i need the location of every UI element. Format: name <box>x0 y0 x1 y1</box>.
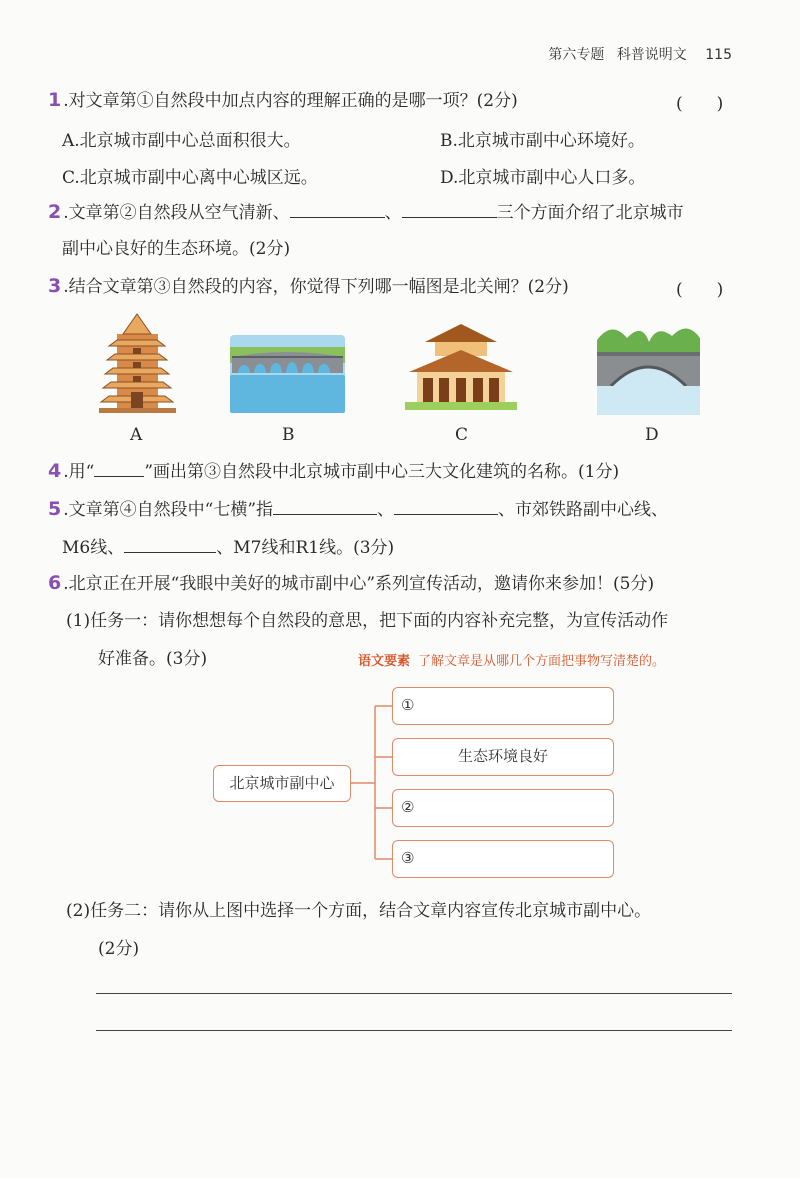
answer-blank[interactable] <box>394 498 498 515</box>
pagoda-icon[interactable] <box>95 312 180 416</box>
question-text: M6线、 <box>62 538 125 558</box>
question-number: 6 <box>48 572 62 594</box>
task1-line1: (1)任务一：请你想想每个自然段的意思，把下面的内容补充完整，为宣传活动作 <box>66 611 669 631</box>
option-c[interactable]: C.北京城市副中心离中心城区远。 <box>62 168 318 188</box>
image-label-c: C <box>455 425 469 445</box>
question-text: .文章第②自然段从空气清新、 <box>63 203 290 223</box>
image-label-b: B <box>282 425 295 445</box>
answer-paren[interactable]: ( ) <box>676 94 724 114</box>
image-label-a: A <box>130 425 143 445</box>
mindmap-connectors <box>350 700 400 865</box>
option-b[interactable]: B.北京城市副中心环境好。 <box>440 131 645 151</box>
question-text: .对文章第①自然段中加点内容的理解正确的是哪一项？(2分) <box>63 91 518 111</box>
question-2 <box>48 201 684 224</box>
question-3 <box>48 275 569 298</box>
bridge-icon[interactable] <box>230 335 345 413</box>
question-text: 、 <box>384 203 402 223</box>
writing-line[interactable] <box>96 993 732 994</box>
language-tip <box>358 650 665 669</box>
tip-tag: 语文要素 <box>358 654 411 669</box>
underline-sample <box>94 460 144 477</box>
question-text: 三个方面介绍了北京城市 <box>496 203 684 223</box>
task2-line2: (2分) <box>98 939 140 959</box>
palace-icon[interactable] <box>405 322 517 412</box>
question-5 <box>48 498 668 521</box>
question-2-line2: 副中心良好的生态环境。(2分) <box>62 239 291 259</box>
answer-blank[interactable] <box>124 536 216 553</box>
task2-line1: (2)任务二：请你从上图中选择一个方面，结合文章内容宣传北京城市副中心。 <box>66 901 652 921</box>
answer-blank[interactable] <box>273 498 377 515</box>
question-number: 3 <box>48 275 62 297</box>
mindmap-root: 北京城市副中心 <box>213 765 351 802</box>
question-number: 2 <box>48 201 62 223</box>
option-d[interactable]: D.北京城市副中心人口多。 <box>440 168 646 188</box>
page-number: 115 <box>705 47 732 63</box>
question-text: .文章第④自然段中“七横”指 <box>63 500 274 520</box>
mindmap-branch-2[interactable]: ② <box>392 789 614 827</box>
question-text: 、市郊铁路副中心线、 <box>498 500 669 520</box>
question-number: 4 <box>48 460 62 482</box>
mindmap-branch-3[interactable]: ③ <box>392 840 614 878</box>
question-5-line2 <box>62 536 394 559</box>
question-number: 5 <box>48 498 62 520</box>
page-header <box>540 44 732 64</box>
question-text: 、M7线和R1线。(3分) <box>216 538 395 558</box>
question-1 <box>48 89 518 112</box>
section-label: 第六专题 <box>548 47 605 63</box>
arch-bridge-icon[interactable] <box>597 320 700 415</box>
mindmap-branch-1[interactable]: ① <box>392 687 614 725</box>
writing-line[interactable] <box>96 1030 732 1031</box>
tip-text: 了解文章是从哪几个方面把事物写清楚的。 <box>418 654 666 669</box>
question-6 <box>48 572 654 595</box>
answer-blank[interactable] <box>290 201 385 218</box>
answer-paren[interactable]: ( ) <box>676 280 724 300</box>
mindmap-branch-ecology: 生态环境良好 <box>392 738 614 776</box>
question-text: .用“ <box>63 462 95 482</box>
question-text: ”画出第③自然段中北京城市副中心三大文化建筑的名称。(1分) <box>144 462 620 482</box>
question-number: 1 <box>48 89 62 111</box>
question-text: 、 <box>377 500 395 520</box>
image-label-d: D <box>645 425 659 445</box>
question-text: .结合文章第③自然段的内容，你觉得下列哪一幅图是北关闸？(2分) <box>63 277 569 297</box>
question-4 <box>48 460 619 483</box>
option-a[interactable]: A.北京城市副中心总面积很大。 <box>62 131 301 151</box>
question-text: .北京正在开展“我眼中美好的城市副中心”系列宣传活动，邀请你来参加！(5分) <box>63 574 655 594</box>
task1-line2: 好准备。(3分) <box>98 649 208 669</box>
answer-blank[interactable] <box>402 201 497 218</box>
topic-label: 科普说明文 <box>616 47 687 63</box>
